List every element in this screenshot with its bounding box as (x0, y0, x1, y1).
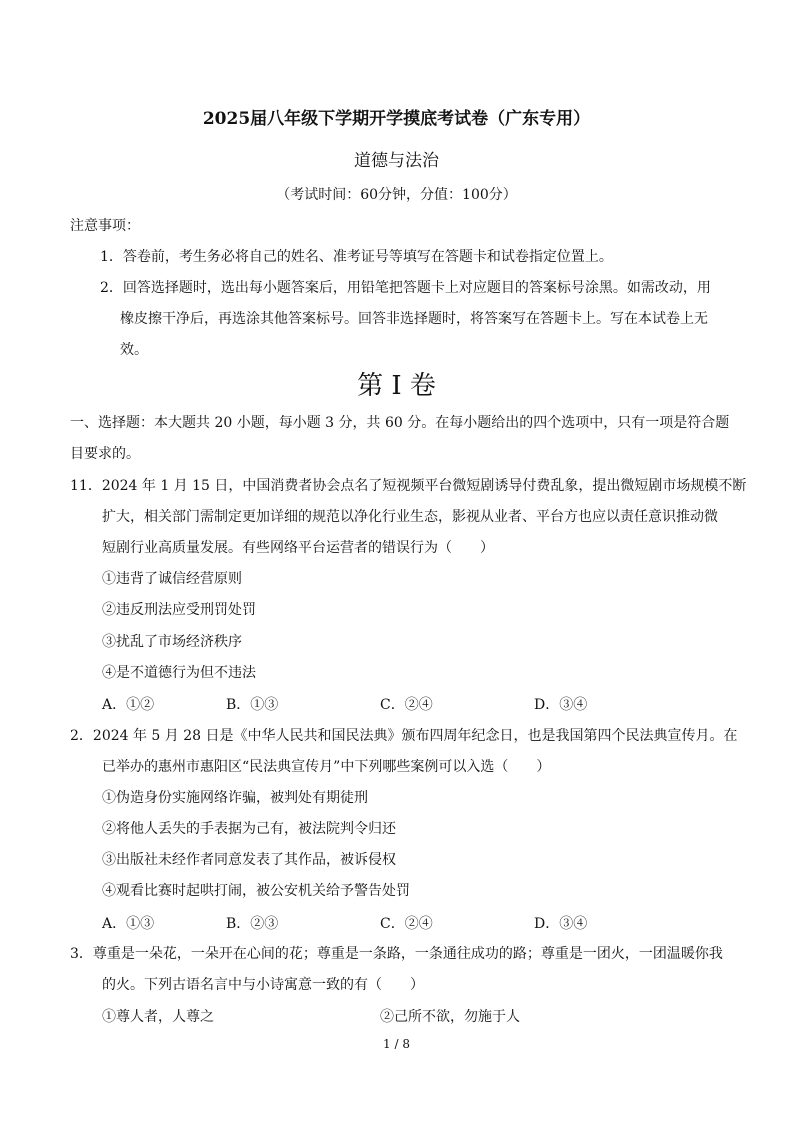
exam-title: 2025届八年级下学期开学摸底考试卷（广东专用） (202, 109, 591, 129)
question-1-line-3: 短剧行业高质量发展。有些网络平台运营者的错误行为（ ） (102, 540, 494, 556)
question-1-statement-4: ④是不道德行为但不违法 (102, 665, 256, 681)
notice-item-2-line-3: 效。 (120, 342, 148, 358)
question-2-statement-3: ③出版社未经作者同意发表了其作品，被诉侵权 (102, 852, 396, 868)
question-2-option-d: D．③④ (534, 916, 588, 932)
question-3-statement-2: ②己所不欲，勿施于人 (380, 1009, 520, 1025)
question-3-line-2: 的火。下列古语名言中与小诗寓意一致的有（ ） (102, 977, 424, 993)
notice-item-1: 1．答卷前，考生务必将自己的姓名、准考证号等填写在答题卡和试卷指定位置上。 (100, 249, 613, 265)
question-3-statement-1: ①尊人者，人尊之 (102, 1009, 214, 1025)
question-1-option-a: A．①② (102, 697, 155, 713)
question-2-line-1: 2．2024 年 5 月 28 日是《中华人民共和国民法典》颁布四周年纪念日，也是我国第四个民法典宣传月。在 (70, 728, 738, 744)
question-2-statement-1: ①伪造身份实施网络诈骗，被判处有期徒刑 (102, 790, 368, 806)
question-2-option-b: B．②③ (226, 916, 279, 932)
question-2-line-2: 已举办的惠州市惠阳区“民法典宣传月”中下列哪些案例可以入选（ ） (102, 759, 551, 775)
question-2-statement-4: ④观看比赛时起哄打闹，被公安机关给予警告处罚 (102, 883, 410, 899)
notice-item-2-line-2: 橡皮擦干净后，再选涂其他答案标号。回答非选择题时，将答案写在答题卡上。写在本试卷上无 (120, 311, 708, 327)
question-1-line-1: 11．2024 年 1 月 15 日，中国消费者协会点名了短视频平台微短剧诱导付费乱象，提出微短剧市场规模不断 (70, 478, 747, 494)
question-1-option-b: B．①③ (226, 697, 279, 713)
question-1-line-2: 扩大，相关部门需制定更加详细的规范以净化行业生态，影视从业者、平台方也应以责任意识推动微 (102, 509, 718, 525)
section-instruction-line-2: 目要求的。 (70, 446, 140, 462)
section-instruction-line-1: 一、选择题：本大题共 20 小题，每小题 3 分，共 60 分。在每小题给出的四个选项中，只有一项是符合题 (70, 415, 730, 431)
section-title: 第 I 卷 (357, 371, 436, 401)
question-1-statement-3: ③扰乱了市场经济秩序 (102, 634, 242, 650)
subject-title: 道德与法治 (354, 151, 439, 171)
page-number: 1 / 8 (383, 1037, 410, 1051)
question-1-statement-1: ①违背了诚信经营原则 (102, 571, 242, 587)
question-3-line-1: 3．尊重是一朵花，一朵开在心间的花；尊重是一条路，一条通往成功的路；尊重是一团火，一团温暖你我 (70, 946, 723, 962)
question-1-option-d: D．③④ (534, 697, 588, 713)
question-1-option-c: C．②④ (380, 697, 433, 713)
notice-heading: 注意事项： (70, 218, 140, 234)
question-2-statement-2: ②将他人丢失的手表据为己有，被法院判令归还 (102, 821, 396, 837)
question-2-option-a: A．①③ (102, 916, 155, 932)
exam-info: （考试时间：60分钟，分值：100分） (276, 187, 517, 203)
notice-item-2-line-1: 2．回答选择题时，选出每小题答案后，用铅笔把答题卡上对应题目的答案标号涂黑。如需改动，用 (100, 280, 711, 296)
question-1-statement-2: ②违反刑法应受刑罚处罚 (102, 602, 256, 618)
question-2-option-c: C．②④ (380, 916, 433, 932)
